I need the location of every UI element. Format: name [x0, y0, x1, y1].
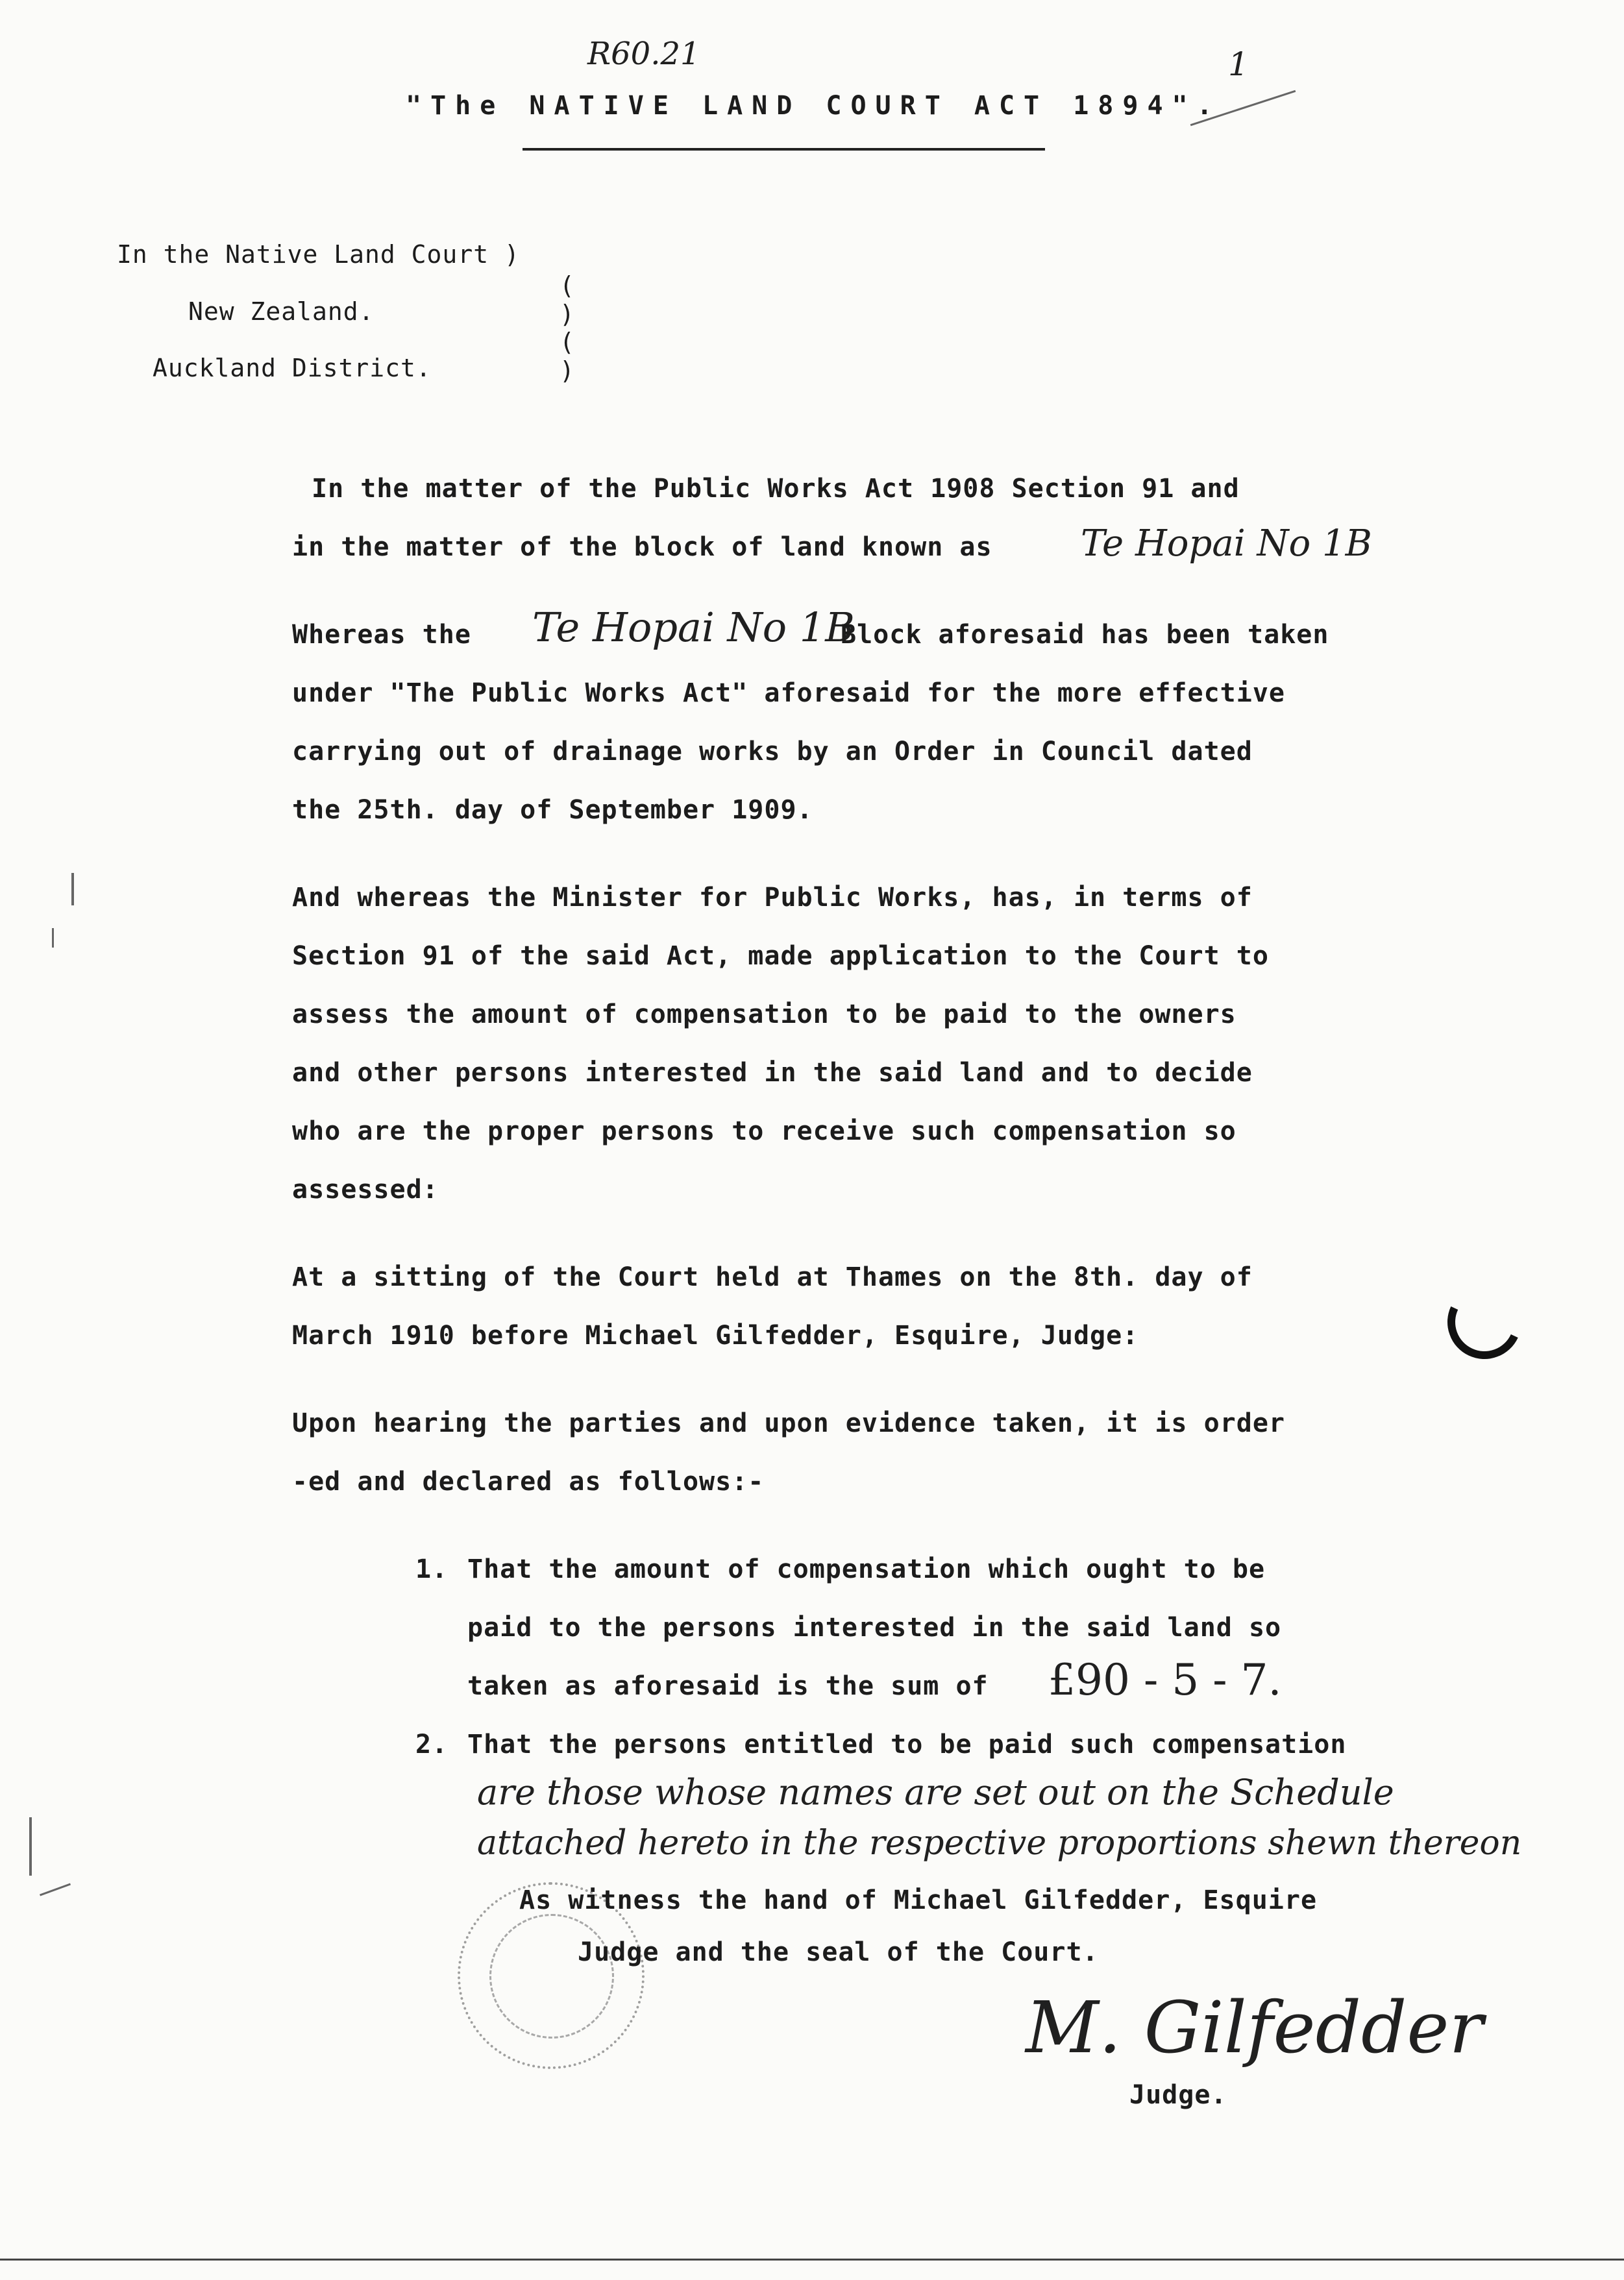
- and-whereas-line-2: Section 91 of the said Act, made application to the Court to: [292, 941, 1269, 971]
- block-name-handwritten-1: Te Hopai No 1B: [1081, 522, 1372, 565]
- and-whereas-line-6: assessed:: [292, 1175, 439, 1205]
- left-margin-mark-4: [40, 1883, 71, 1896]
- whereas-line-1-suffix: Block aforesaid has been taken: [841, 620, 1329, 650]
- heading-underline: [523, 148, 1045, 151]
- matter-line-1: In the matter of the Public Works Act 1908 Section 91 and: [312, 474, 1240, 504]
- court-bracket-lower: ( ): [560, 328, 575, 385]
- margin-ink-mark: [1437, 1275, 1532, 1369]
- whereas-line-4: the 25th. day of September 1909.: [292, 795, 813, 825]
- judge-signature: M. Gilfedder: [1026, 1986, 1484, 2069]
- item-1-line-1: That the amount of compensation which ought to be: [467, 1554, 1266, 1584]
- item-2-handwritten-line-2: attached hereto in the respective proportions shewn thereon: [477, 1824, 1522, 1863]
- court-name: In the Native Land Court ): [117, 240, 520, 269]
- court-district: Auckland District.: [153, 354, 432, 382]
- whereas-line-2: under "The Public Works Act" aforesaid for the more effective: [292, 678, 1286, 708]
- witness-line-1: As witness the hand of Michael Gilfedder, Esquire: [519, 1885, 1318, 1915]
- whereas-line-3: carrying out of drainage works by an Order in Council dated: [292, 737, 1253, 766]
- item-1-line-2: paid to the persons interested in the said land so: [467, 1613, 1282, 1643]
- witness-line-2: Judge and the seal of the Court.: [578, 1937, 1099, 1967]
- court-country: New Zealand.: [188, 297, 375, 326]
- and-whereas-line-5: who are the proper persons to receive such compensation so: [292, 1116, 1236, 1146]
- corner-mark: 1: [1228, 45, 1249, 83]
- and-whereas-line-3: assess the amount of compensation to be paid to the owners: [292, 999, 1236, 1029]
- item-1-line-3: taken as aforesaid is the sum of: [467, 1671, 989, 1701]
- sitting-line-1: At a sitting of the Court held at Thames on the 8th. day of: [292, 1262, 1253, 1292]
- left-margin-mark-3: [29, 1817, 32, 1876]
- left-margin-mark-1: [71, 873, 74, 905]
- judge-title: Judge.: [1129, 2080, 1227, 2110]
- item-2-handwritten-line-1: are those whose names are set out on the Schedule: [477, 1772, 1394, 1813]
- compensation-amount-handwritten: £90 - 5 - 7.: [1048, 1655, 1282, 1705]
- and-whereas-line-1: And whereas the Minister for Public Works, has, in terms of: [292, 883, 1253, 913]
- upon-line-2: -ed and declared as follows:-: [292, 1467, 765, 1497]
- and-whereas-line-4: and other persons interested in the said land and to decide: [292, 1058, 1253, 1088]
- item-2-number: 2.: [415, 1730, 449, 1759]
- matter-line-2: in the matter of the block of land known as: [292, 532, 992, 562]
- whereas-line-1-prefix: Whereas the: [292, 620, 471, 650]
- document-heading: "The NATIVE LAND COURT ACT 1894".: [406, 91, 1222, 121]
- upon-line-1: Upon hearing the parties and upon evidence taken, it is order: [292, 1408, 1286, 1438]
- item-2-line-1: That the persons entitled to be paid such compensation: [467, 1730, 1347, 1759]
- archive-annotation: R60.21: [587, 36, 700, 72]
- left-margin-mark-2: [52, 928, 54, 948]
- court-bracket-upper: ( ): [560, 271, 575, 328]
- sitting-line-2: March 1910 before Michael Gilfedder, Esquire, Judge:: [292, 1321, 1139, 1351]
- item-1-number: 1.: [415, 1554, 449, 1584]
- bottom-edge-line: [0, 2259, 1624, 2261]
- block-name-handwritten-2: Te Hopai No 1B: [532, 604, 855, 651]
